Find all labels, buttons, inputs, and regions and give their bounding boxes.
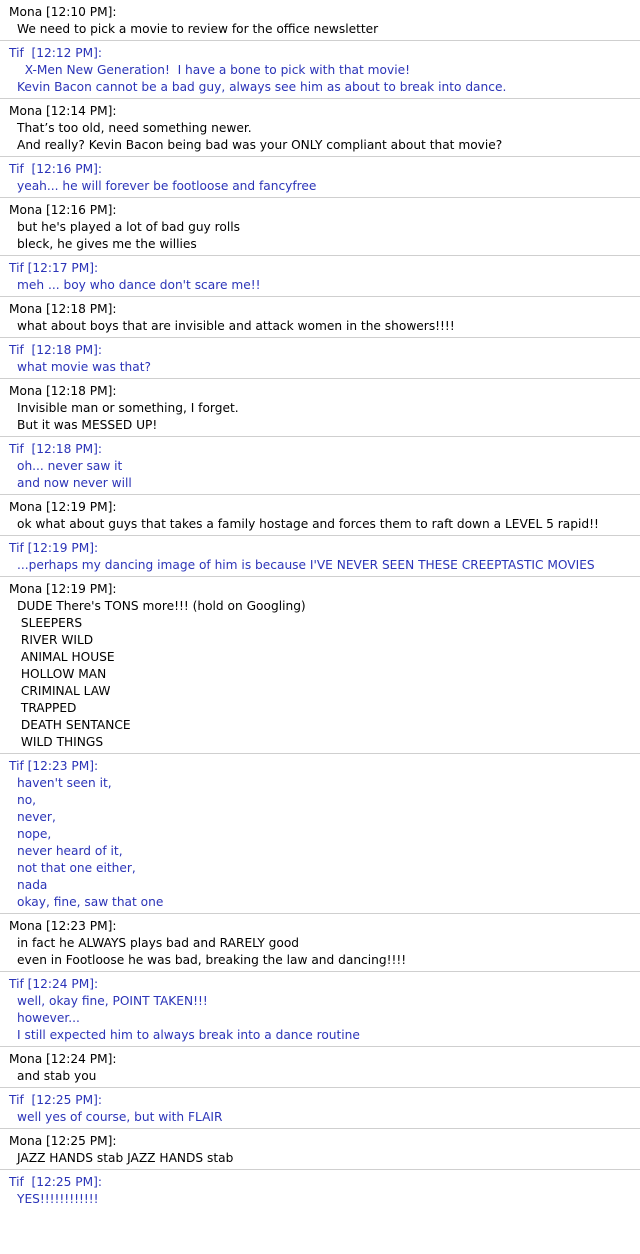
message-header: Tif [12:16 PM]: [9,162,102,176]
message-line: not that one either, [17,861,136,875]
message-header: Mona [12:18 PM]: [9,384,117,398]
message-divider [0,1046,640,1047]
message-header: Tif [12:25 PM]: [9,1175,102,1189]
message-header: Tif [12:17 PM]: [9,261,99,275]
chat-message [9,301,640,335]
message-line: and now never will [17,476,132,490]
message-line: meh ... boy who dance don't scare me!! [17,278,261,292]
message-divider [0,1087,640,1088]
message-line: no, [17,793,37,807]
message-line: however... [17,1011,80,1025]
message-line: nada [17,878,48,892]
message-header: Mona [12:10 PM]: [9,5,117,19]
message-line: And really? Kevin Bacon being bad was your ONLY compliant about that movie? [17,138,503,152]
message-divider [0,535,640,536]
message-line: RIVER WILD [17,633,94,647]
message-line: but he's played a lot of bad guy rolls [17,220,240,234]
message-divider [0,1169,640,1170]
chat-message [9,581,640,751]
message-divider [0,753,640,754]
message-line: That’s too old, need something newer. [17,121,252,135]
message-header: Tif [12:23 PM]: [9,759,99,773]
message-line: oh... never saw it [17,459,123,473]
message-divider [0,971,640,972]
message-header: Tif [12:18 PM]: [9,442,102,456]
message-divider [0,494,640,495]
chat-message [9,918,640,969]
message-header: Tif [12:19 PM]: [9,541,99,555]
message-divider [0,337,640,338]
message-line: well, okay fine, POINT TAKEN!!! [17,994,208,1008]
message-line: what about boys that are invisible and attack women in the showers!!!! [17,319,455,333]
message-line: ok what about guys that takes a family hostage and forces them to raft down a LEVEL 5 rapid!! [17,517,599,531]
message-line: SLEEPERS [17,616,83,630]
chat-message [9,1174,640,1208]
message-line: ANIMAL HOUSE [17,650,115,664]
message-divider [0,1128,640,1129]
message-line: nope, [17,827,52,841]
message-line: haven't seen it, [17,776,112,790]
message-divider [0,255,640,256]
message-line: even in Footloose he was bad, breaking the law and dancing!!!! [17,953,407,967]
message-header: Mona [12:25 PM]: [9,1134,117,1148]
message-line: TRAPPED [17,701,77,715]
chat-message [9,1133,640,1167]
message-divider [0,98,640,99]
chat-message [9,103,640,154]
chat-message [9,383,640,434]
message-divider [0,576,640,577]
message-line: ...perhaps my dancing image of him is because I'VE NEVER SEEN THESE CREEPTASTIC MOVIES [17,558,595,572]
chat-message [9,161,640,195]
message-line: DEATH SENTANCE [17,718,131,732]
message-line: YES!!!!!!!!!!!! [17,1192,99,1206]
message-line: never, [17,810,56,824]
message-line: We need to pick a movie to review for the office newsletter [17,22,379,36]
message-line: in fact he ALWAYS plays bad and RARELY good [17,936,300,950]
chat-message [9,758,640,911]
chat-message [9,4,640,38]
message-line: WILD THINGS [17,735,104,749]
message-line: JAZZ HANDS stab JAZZ HANDS stab [17,1151,234,1165]
message-header: Mona [12:14 PM]: [9,104,117,118]
chat-message [9,202,640,253]
message-line: Invisible man or something, I forget. [17,401,239,415]
message-header: Tif [12:12 PM]: [9,46,102,60]
message-divider [0,378,640,379]
chat-message [9,441,640,492]
message-header: Mona [12:18 PM]: [9,302,117,316]
chat-message [9,1051,640,1085]
message-header: Mona [12:19 PM]: [9,500,117,514]
message-line: Kevin Bacon cannot be a bad guy, always see him as about to break into dance. [17,80,507,94]
message-line: well yes of course, but with FLAIR [17,1110,223,1124]
chat-message [9,540,640,574]
message-divider [0,40,640,41]
message-header: Tif [12:18 PM]: [9,343,102,357]
chat-message [9,499,640,533]
message-header: Mona [12:16 PM]: [9,203,117,217]
message-line: I still expected him to always break into a dance routine [17,1028,360,1042]
message-line: X-Men New Generation! I have a bone to pick with that movie! [17,63,410,77]
message-line: CRIMINAL LAW [17,684,111,698]
message-header: Mona [12:19 PM]: [9,582,117,596]
message-line: and stab you [17,1069,97,1083]
message-line: yeah... he will forever be footloose and fancyfree [17,179,317,193]
message-line: HOLLOW MAN [17,667,107,681]
message-divider [0,156,640,157]
chat-message [9,976,640,1044]
message-line: never heard of it, [17,844,123,858]
message-divider [0,913,640,914]
message-line: DUDE There's TONS more!!! (hold on Googling) [17,599,306,613]
message-line: bleck, he gives me the willies [17,237,197,251]
chat-message [9,342,640,376]
message-divider [0,197,640,198]
message-line: what movie was that? [17,360,151,374]
message-line: But it was MESSED UP! [17,418,158,432]
message-divider [0,296,640,297]
chat-message [9,260,640,294]
message-header: Tif [12:25 PM]: [9,1093,102,1107]
chat-message [9,45,640,96]
message-header: Tif [12:24 PM]: [9,977,99,991]
message-divider [0,436,640,437]
message-header: Mona [12:24 PM]: [9,1052,117,1066]
chat-message [9,1092,640,1126]
message-header: Mona [12:23 PM]: [9,919,117,933]
message-line: okay, fine, saw that one [17,895,164,909]
